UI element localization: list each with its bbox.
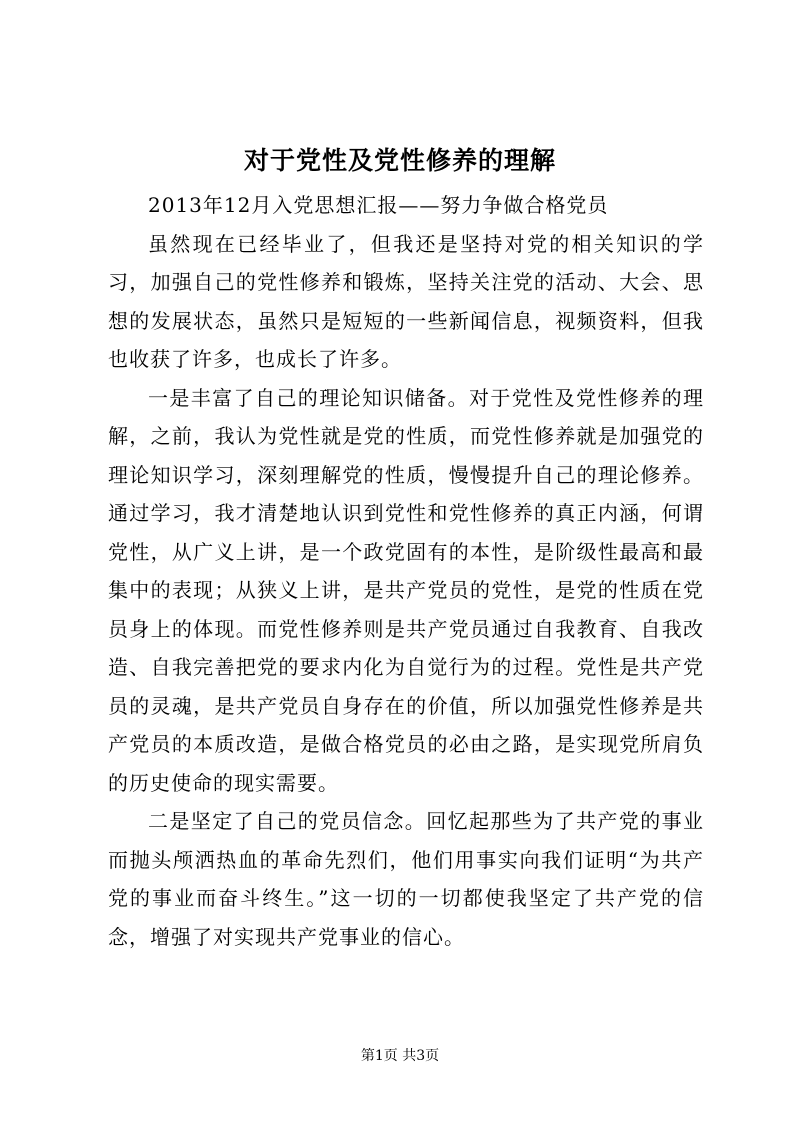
document-body [108, 186, 704, 956]
subtitle-paragraph: 2013年12月入党思想汇报——努力争做合格党员 [148, 193, 609, 217]
body-paragraph: 二是坚定了自己的党员信念。回忆起那些为了共产党的事业而抛头颅洒热血的革命先烈们，他们用事实向我们证明“为共产党的事业而奋斗终生。”这一切的一切都使我坚定了共产党的信念，增强了对实现共产党事业的信心。 [108, 809, 704, 949]
body-paragraph: 一是丰富了自己的理论知识储备。对于党性及党性修养的理解，之前，我认为党性就是党的性质，而党性修养就是加强党的理论知识学习，深刻理解党的性质，慢慢提升自己的理论修养。通过学习，我才清楚地认识到党性和党性修养的真正内涵，何谓党性，从广义上讲，是一个政党固有的本性，是阶级性最高和最集中的表现；从狭义上讲，是共产党员的党性，是党的性质在党员身上的体现。而党性修养则是共产党员通过自我教育、自我改造、自我完善把党的要求内化为自觉行为的过程。党性是共产党员的灵魂，是共产党员自身存在的价值，所以加强党性修养是共产党员的本质改造，是做合格党员的必由之路，是实现党所肩负的历史使命的现实需要。 [108, 385, 704, 795]
page-number-footer: 第1页 共3页 [360, 1048, 440, 1064]
page-title: 对于党性及党性修养的理解 [243, 146, 556, 175]
body-paragraph: 虽然现在已经毕业了，但我还是坚持对党的相关知识的学习，加强自己的党性修养和锻炼，坚持关注党的活动、大会、思想的发展状态，虽然只是短短的一些新闻信息，视频资料，但我也收获了许多，也成长了许多。 [108, 231, 704, 371]
